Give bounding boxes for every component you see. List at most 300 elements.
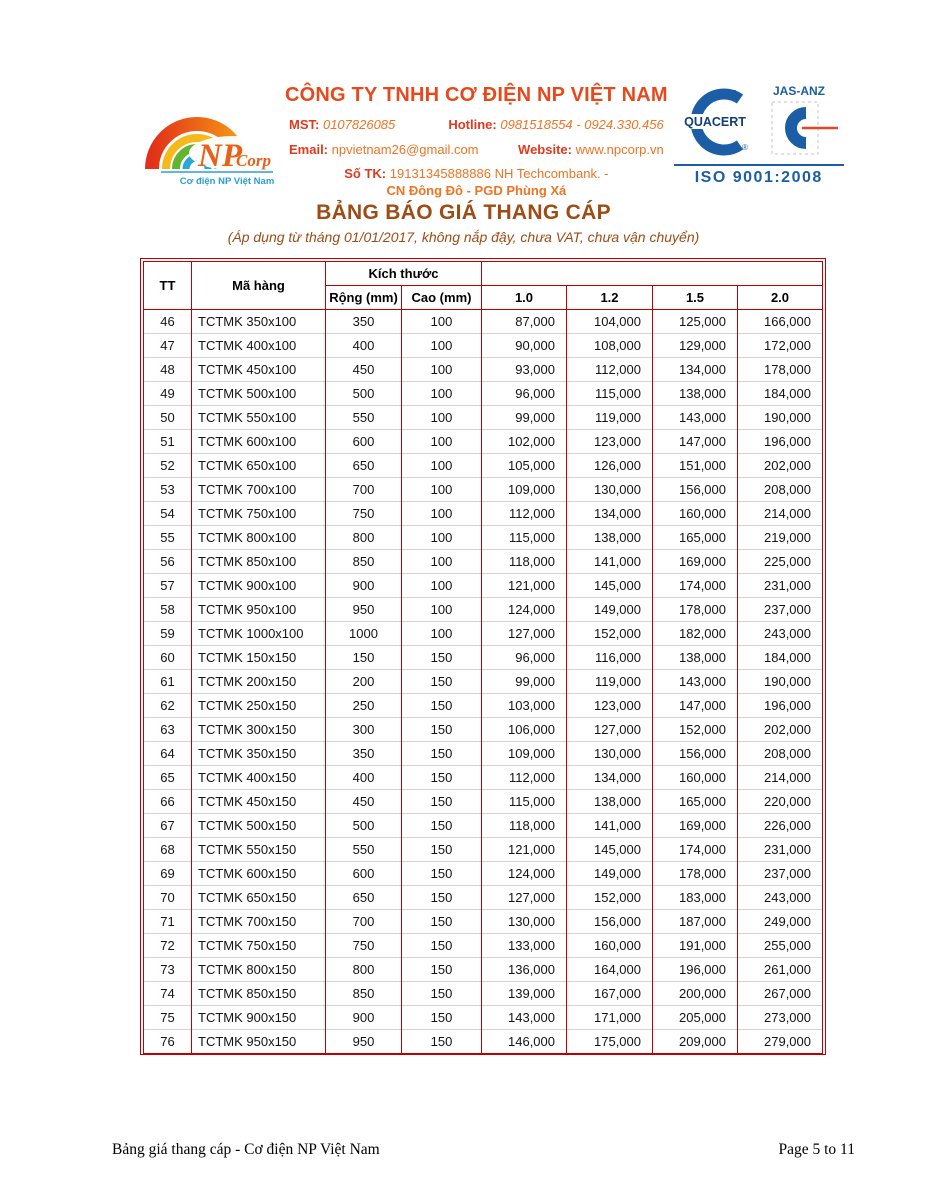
cell-width: 300 bbox=[326, 718, 402, 742]
cell-price-2-0: 214,000 bbox=[738, 766, 823, 790]
cell-tt: 65 bbox=[144, 766, 192, 790]
cell-product-code: TCTMK 500x150 bbox=[192, 814, 326, 838]
cell-price-1-2: 126,000 bbox=[567, 454, 653, 478]
cell-tt: 47 bbox=[144, 334, 192, 358]
cell-height: 100 bbox=[402, 334, 482, 358]
certification-badges bbox=[674, 82, 844, 187]
cell-price-1-5: 182,000 bbox=[653, 622, 738, 646]
table-row bbox=[144, 526, 823, 550]
jas-anz-text: JAS-ANZ bbox=[772, 84, 825, 98]
cell-height: 100 bbox=[402, 358, 482, 382]
table-row bbox=[144, 646, 823, 670]
cell-price-1-2: 104,000 bbox=[567, 310, 653, 334]
cell-price-1-5: 165,000 bbox=[653, 526, 738, 550]
cell-price-1-0: 115,000 bbox=[482, 526, 567, 550]
cell-tt: 68 bbox=[144, 838, 192, 862]
cell-height: 100 bbox=[402, 310, 482, 334]
cell-height: 150 bbox=[402, 790, 482, 814]
cell-price-2-0: 226,000 bbox=[738, 814, 823, 838]
cell-tt: 49 bbox=[144, 382, 192, 406]
table-row bbox=[144, 550, 823, 574]
cell-width: 850 bbox=[326, 982, 402, 1006]
cell-price-1-5: 143,000 bbox=[653, 670, 738, 694]
company-header bbox=[143, 82, 835, 198]
footer-document-title: Bảng giá thang cáp - Cơ điện NP Việt Nam bbox=[112, 1141, 380, 1158]
cell-height: 150 bbox=[402, 886, 482, 910]
table-row bbox=[144, 574, 823, 598]
cell-price-1-0: 124,000 bbox=[482, 862, 567, 886]
table-row bbox=[144, 358, 823, 382]
cell-price-1-5: 134,000 bbox=[653, 358, 738, 382]
cell-price-1-0: 139,000 bbox=[482, 982, 567, 1006]
cell-width: 200 bbox=[326, 670, 402, 694]
cell-price-1-5: 138,000 bbox=[653, 646, 738, 670]
cell-product-code: TCTMK 600x150 bbox=[192, 862, 326, 886]
cell-price-1-2: 145,000 bbox=[567, 574, 653, 598]
cell-price-1-5: 143,000 bbox=[653, 406, 738, 430]
cell-product-code: TCTMK 1000x100 bbox=[192, 622, 326, 646]
cell-tt: 46 bbox=[144, 310, 192, 334]
cell-width: 400 bbox=[326, 766, 402, 790]
cell-height: 100 bbox=[402, 598, 482, 622]
table-row bbox=[144, 718, 823, 742]
hotline bbox=[448, 117, 663, 132]
cell-tt: 60 bbox=[144, 646, 192, 670]
website-label: Website: bbox=[518, 142, 572, 157]
cell-tt: 54 bbox=[144, 502, 192, 526]
email bbox=[289, 142, 479, 157]
cell-tt: 69 bbox=[144, 862, 192, 886]
cell-height: 100 bbox=[402, 382, 482, 406]
cell-height: 150 bbox=[402, 934, 482, 958]
cell-height: 100 bbox=[402, 454, 482, 478]
cell-height: 100 bbox=[402, 430, 482, 454]
cell-product-code: TCTMK 550x150 bbox=[192, 838, 326, 862]
cell-height: 150 bbox=[402, 1006, 482, 1030]
quacert-text: QUACERT bbox=[683, 115, 746, 129]
cell-price-1-5: 151,000 bbox=[653, 454, 738, 478]
cell-price-1-0: 105,000 bbox=[482, 454, 567, 478]
cell-width: 350 bbox=[326, 742, 402, 766]
cell-width: 550 bbox=[326, 838, 402, 862]
th-thickness-1-5: 1.5 bbox=[653, 286, 738, 310]
cell-price-2-0: 202,000 bbox=[738, 718, 823, 742]
page-footer bbox=[112, 1141, 855, 1159]
cell-product-code: TCTMK 800x100 bbox=[192, 526, 326, 550]
cell-price-1-5: 129,000 bbox=[653, 334, 738, 358]
cell-price-1-2: 167,000 bbox=[567, 982, 653, 1006]
cell-price-2-0: 196,000 bbox=[738, 694, 823, 718]
cell-price-1-5: 165,000 bbox=[653, 790, 738, 814]
cell-width: 250 bbox=[326, 694, 402, 718]
cell-width: 850 bbox=[326, 550, 402, 574]
cell-product-code: TCTMK 550x100 bbox=[192, 406, 326, 430]
cell-width: 650 bbox=[326, 454, 402, 478]
cell-height: 150 bbox=[402, 694, 482, 718]
website-value: www.npcorp.vn bbox=[575, 142, 664, 157]
cell-price-2-0: 184,000 bbox=[738, 382, 823, 406]
price-table-container bbox=[140, 258, 826, 1055]
cell-width: 700 bbox=[326, 478, 402, 502]
cell-price-2-0: 249,000 bbox=[738, 910, 823, 934]
logo-tagline: Cơ điện NP Việt Nam bbox=[179, 176, 275, 187]
cell-tt: 66 bbox=[144, 790, 192, 814]
cell-price-1-2: 123,000 bbox=[567, 430, 653, 454]
cell-product-code: TCTMK 400x150 bbox=[192, 766, 326, 790]
cell-price-1-0: 118,000 bbox=[482, 550, 567, 574]
cell-price-1-5: 191,000 bbox=[653, 934, 738, 958]
cell-price-2-0: 261,000 bbox=[738, 958, 823, 982]
cell-tt: 72 bbox=[144, 934, 192, 958]
company-name: CÔNG TY TNHH CƠ ĐIỆN NP VIỆT NAM bbox=[285, 84, 668, 106]
badge-row bbox=[674, 82, 844, 162]
cell-height: 150 bbox=[402, 910, 482, 934]
table-row bbox=[144, 406, 823, 430]
cell-height: 150 bbox=[402, 718, 482, 742]
cell-price-1-5: 196,000 bbox=[653, 958, 738, 982]
table-row bbox=[144, 502, 823, 526]
cell-product-code: TCTMK 150x150 bbox=[192, 646, 326, 670]
cell-product-code: TCTMK 750x150 bbox=[192, 934, 326, 958]
cell-price-1-2: 119,000 bbox=[567, 406, 653, 430]
table-row bbox=[144, 862, 823, 886]
cell-height: 150 bbox=[402, 982, 482, 1006]
cell-product-code: TCTMK 700x100 bbox=[192, 478, 326, 502]
cell-tt: 53 bbox=[144, 478, 192, 502]
cell-height: 150 bbox=[402, 862, 482, 886]
table-row bbox=[144, 694, 823, 718]
cell-width: 500 bbox=[326, 814, 402, 838]
cell-tt: 76 bbox=[144, 1030, 192, 1054]
cell-tt: 58 bbox=[144, 598, 192, 622]
cell-price-1-5: 200,000 bbox=[653, 982, 738, 1006]
cell-price-2-0: 184,000 bbox=[738, 646, 823, 670]
table-row bbox=[144, 622, 823, 646]
cell-width: 750 bbox=[326, 934, 402, 958]
table-row bbox=[144, 334, 823, 358]
cell-width: 550 bbox=[326, 406, 402, 430]
cell-price-1-2: 149,000 bbox=[567, 862, 653, 886]
cell-price-1-2: 138,000 bbox=[567, 526, 653, 550]
quacert-icon bbox=[678, 82, 758, 162]
cell-price-1-5: 183,000 bbox=[653, 886, 738, 910]
cell-price-1-2: 130,000 bbox=[567, 742, 653, 766]
info-row-2 bbox=[285, 142, 668, 157]
page-subtitle: (Áp dụng từ tháng 01/01/2017, không nắp đậy, chưa VAT, chưa vận chuyển) bbox=[227, 229, 700, 245]
cell-width: 900 bbox=[326, 1006, 402, 1030]
cell-price-1-0: 109,000 bbox=[482, 478, 567, 502]
cell-price-1-5: 125,000 bbox=[653, 310, 738, 334]
logo-np-text: NP bbox=[198, 138, 242, 174]
mst-value: 0107826085 bbox=[322, 117, 396, 132]
cell-product-code: TCTMK 850x150 bbox=[192, 982, 326, 1006]
cell-price-1-0: 127,000 bbox=[482, 886, 567, 910]
company-info bbox=[277, 82, 674, 198]
cell-price-2-0: 214,000 bbox=[738, 502, 823, 526]
cell-width: 650 bbox=[326, 886, 402, 910]
cell-product-code: TCTMK 500x100 bbox=[192, 382, 326, 406]
cell-product-code: TCTMK 350x150 bbox=[192, 742, 326, 766]
th-rong: Rộng (mm) bbox=[326, 286, 402, 310]
cell-width: 450 bbox=[326, 358, 402, 382]
rainbow-arc-icon bbox=[143, 82, 277, 190]
cell-width: 600 bbox=[326, 430, 402, 454]
price-table-head bbox=[144, 262, 823, 310]
cell-price-1-5: 178,000 bbox=[653, 598, 738, 622]
cell-price-1-2: 134,000 bbox=[567, 766, 653, 790]
cell-tt: 48 bbox=[144, 358, 192, 382]
cell-product-code: TCTMK 450x100 bbox=[192, 358, 326, 382]
cell-height: 100 bbox=[402, 550, 482, 574]
cell-price-1-2: 156,000 bbox=[567, 910, 653, 934]
cell-price-1-2: 119,000 bbox=[567, 670, 653, 694]
cell-product-code: TCTMK 650x150 bbox=[192, 886, 326, 910]
cell-price-1-0: 99,000 bbox=[482, 406, 567, 430]
cell-price-1-2: 141,000 bbox=[567, 550, 653, 574]
cell-price-1-2: 160,000 bbox=[567, 934, 653, 958]
cell-price-1-0: 121,000 bbox=[482, 574, 567, 598]
cell-price-1-0: 127,000 bbox=[482, 622, 567, 646]
cell-product-code: TCTMK 800x150 bbox=[192, 958, 326, 982]
cell-tt: 56 bbox=[144, 550, 192, 574]
jas-anz-icon bbox=[758, 82, 840, 162]
cell-height: 150 bbox=[402, 838, 482, 862]
cell-price-1-5: 169,000 bbox=[653, 550, 738, 574]
cell-tt: 70 bbox=[144, 886, 192, 910]
cell-product-code: TCTMK 450x150 bbox=[192, 790, 326, 814]
cell-price-2-0: 237,000 bbox=[738, 598, 823, 622]
cell-tt: 67 bbox=[144, 814, 192, 838]
cell-tt: 59 bbox=[144, 622, 192, 646]
cell-product-code: TCTMK 650x100 bbox=[192, 454, 326, 478]
cell-height: 150 bbox=[402, 670, 482, 694]
cell-product-code: TCTMK 200x150 bbox=[192, 670, 326, 694]
hotline-value: 0981518554 - 0924.330.456 bbox=[500, 117, 664, 132]
cell-width: 900 bbox=[326, 574, 402, 598]
cell-price-1-5: 160,000 bbox=[653, 502, 738, 526]
cell-price-2-0: 243,000 bbox=[738, 622, 823, 646]
cell-price-1-5: 156,000 bbox=[653, 742, 738, 766]
cell-price-1-5: 138,000 bbox=[653, 382, 738, 406]
cell-price-2-0: 279,000 bbox=[738, 1030, 823, 1054]
logo-corp-text: Corp bbox=[236, 151, 271, 170]
th-thickness-1-0: 1.0 bbox=[482, 286, 567, 310]
th-empty bbox=[482, 262, 823, 286]
cell-price-1-2: 138,000 bbox=[567, 790, 653, 814]
cell-price-1-0: 103,000 bbox=[482, 694, 567, 718]
cell-price-1-2: 152,000 bbox=[567, 622, 653, 646]
email-label: Email: bbox=[289, 142, 329, 157]
th-thickness-2-0: 2.0 bbox=[738, 286, 823, 310]
website bbox=[518, 142, 664, 157]
cell-width: 700 bbox=[326, 910, 402, 934]
cell-price-2-0: 237,000 bbox=[738, 862, 823, 886]
table-row bbox=[144, 598, 823, 622]
th-kich-thuoc: Kích thước bbox=[326, 262, 482, 286]
table-row bbox=[144, 814, 823, 838]
cell-width: 950 bbox=[326, 1030, 402, 1054]
cell-tt: 50 bbox=[144, 406, 192, 430]
th-cao: Cao (mm) bbox=[402, 286, 482, 310]
cell-price-1-2: 130,000 bbox=[567, 478, 653, 502]
th-tt: TT bbox=[144, 262, 192, 310]
cell-width: 1000 bbox=[326, 622, 402, 646]
cell-price-1-5: 147,000 bbox=[653, 694, 738, 718]
cell-product-code: TCTMK 950x100 bbox=[192, 598, 326, 622]
table-row bbox=[144, 454, 823, 478]
table-row bbox=[144, 382, 823, 406]
cell-price-1-0: 87,000 bbox=[482, 310, 567, 334]
cell-price-2-0: 243,000 bbox=[738, 886, 823, 910]
cell-tt: 64 bbox=[144, 742, 192, 766]
cell-price-1-0: 96,000 bbox=[482, 382, 567, 406]
cell-price-1-2: 127,000 bbox=[567, 718, 653, 742]
cell-price-1-0: 130,000 bbox=[482, 910, 567, 934]
cell-price-2-0: 225,000 bbox=[738, 550, 823, 574]
cell-price-2-0: 267,000 bbox=[738, 982, 823, 1006]
cell-price-2-0: 231,000 bbox=[738, 838, 823, 862]
cell-price-2-0: 190,000 bbox=[738, 670, 823, 694]
table-row bbox=[144, 742, 823, 766]
table-row bbox=[144, 838, 823, 862]
table-row bbox=[144, 958, 823, 982]
email-value: npvietnam26@gmail.com bbox=[331, 142, 479, 157]
cell-product-code: TCTMK 900x150 bbox=[192, 1006, 326, 1030]
bank-value: 19131345888886 NH Techcombank. - bbox=[389, 166, 609, 181]
cell-price-1-0: 93,000 bbox=[482, 358, 567, 382]
cell-product-code: TCTMK 900x100 bbox=[192, 574, 326, 598]
table-row bbox=[144, 982, 823, 1006]
cell-price-1-2: 171,000 bbox=[567, 1006, 653, 1030]
cell-width: 600 bbox=[326, 862, 402, 886]
cell-width: 950 bbox=[326, 598, 402, 622]
cell-price-2-0: 190,000 bbox=[738, 406, 823, 430]
cell-price-1-2: 116,000 bbox=[567, 646, 653, 670]
cell-price-1-2: 149,000 bbox=[567, 598, 653, 622]
cell-price-1-0: 96,000 bbox=[482, 646, 567, 670]
cell-price-1-5: 147,000 bbox=[653, 430, 738, 454]
table-row bbox=[144, 1006, 823, 1030]
cell-price-2-0: 208,000 bbox=[738, 478, 823, 502]
cell-tt: 73 bbox=[144, 958, 192, 982]
npcorp-logo bbox=[143, 82, 277, 190]
cell-price-2-0: 178,000 bbox=[738, 358, 823, 382]
cell-price-1-2: 164,000 bbox=[567, 958, 653, 982]
cell-price-1-5: 174,000 bbox=[653, 574, 738, 598]
table-row bbox=[144, 766, 823, 790]
page-title: BẢNG BÁO GIÁ THANG CÁP bbox=[316, 201, 611, 224]
cell-product-code: TCTMK 950x150 bbox=[192, 1030, 326, 1054]
table-row bbox=[144, 478, 823, 502]
cell-width: 400 bbox=[326, 334, 402, 358]
table-row bbox=[144, 934, 823, 958]
cell-price-1-0: 115,000 bbox=[482, 790, 567, 814]
cell-price-2-0: 202,000 bbox=[738, 454, 823, 478]
cell-price-1-5: 187,000 bbox=[653, 910, 738, 934]
bank-label: Số TK: bbox=[344, 166, 387, 181]
cell-product-code: TCTMK 750x100 bbox=[192, 502, 326, 526]
cell-product-code: TCTMK 350x100 bbox=[192, 310, 326, 334]
cell-price-2-0: 219,000 bbox=[738, 526, 823, 550]
cell-price-1-5: 160,000 bbox=[653, 766, 738, 790]
cell-price-1-0: 143,000 bbox=[482, 1006, 567, 1030]
table-row bbox=[144, 670, 823, 694]
cell-tt: 55 bbox=[144, 526, 192, 550]
cell-tt: 63 bbox=[144, 718, 192, 742]
cell-width: 750 bbox=[326, 502, 402, 526]
cell-price-2-0: 273,000 bbox=[738, 1006, 823, 1030]
table-row bbox=[144, 790, 823, 814]
cell-height: 100 bbox=[402, 502, 482, 526]
th-ma-hang: Mã hàng bbox=[192, 262, 326, 310]
cell-height: 150 bbox=[402, 814, 482, 838]
cell-price-2-0: 255,000 bbox=[738, 934, 823, 958]
cell-tt: 74 bbox=[144, 982, 192, 1006]
cell-price-1-0: 106,000 bbox=[482, 718, 567, 742]
footer-page-number: Page 5 to 11 bbox=[778, 1141, 855, 1158]
cell-price-1-5: 209,000 bbox=[653, 1030, 738, 1054]
cell-price-1-2: 134,000 bbox=[567, 502, 653, 526]
cell-price-2-0: 208,000 bbox=[738, 742, 823, 766]
cell-width: 800 bbox=[326, 526, 402, 550]
cell-price-2-0: 220,000 bbox=[738, 790, 823, 814]
cell-width: 350 bbox=[326, 310, 402, 334]
cell-price-1-0: 102,000 bbox=[482, 430, 567, 454]
cell-height: 150 bbox=[402, 766, 482, 790]
cell-height: 150 bbox=[402, 1030, 482, 1054]
cell-height: 100 bbox=[402, 526, 482, 550]
cell-price-1-2: 152,000 bbox=[567, 886, 653, 910]
cell-tt: 61 bbox=[144, 670, 192, 694]
cell-price-1-2: 175,000 bbox=[567, 1030, 653, 1054]
cell-height: 150 bbox=[402, 958, 482, 982]
cell-width: 450 bbox=[326, 790, 402, 814]
cell-height: 150 bbox=[402, 646, 482, 670]
cell-price-1-0: 112,000 bbox=[482, 502, 567, 526]
cell-product-code: TCTMK 250x150 bbox=[192, 694, 326, 718]
cell-price-1-5: 178,000 bbox=[653, 862, 738, 886]
cell-product-code: TCTMK 300x150 bbox=[192, 718, 326, 742]
table-row bbox=[144, 430, 823, 454]
price-table bbox=[143, 261, 823, 1054]
cell-price-2-0: 172,000 bbox=[738, 334, 823, 358]
table-row bbox=[144, 310, 823, 334]
table-row bbox=[144, 886, 823, 910]
cell-tt: 62 bbox=[144, 694, 192, 718]
cell-price-1-2: 115,000 bbox=[567, 382, 653, 406]
cell-price-1-0: 99,000 bbox=[482, 670, 567, 694]
cell-width: 500 bbox=[326, 382, 402, 406]
cell-product-code: TCTMK 600x100 bbox=[192, 430, 326, 454]
cell-tt: 75 bbox=[144, 1006, 192, 1030]
cell-price-1-2: 145,000 bbox=[567, 838, 653, 862]
table-row bbox=[144, 910, 823, 934]
cell-tt: 51 bbox=[144, 430, 192, 454]
info-row-1 bbox=[285, 117, 668, 132]
quacert-vn-text: vn bbox=[723, 87, 737, 99]
th-thickness-1-2: 1.2 bbox=[567, 286, 653, 310]
cell-product-code: TCTMK 400x100 bbox=[192, 334, 326, 358]
cell-price-1-0: 109,000 bbox=[482, 742, 567, 766]
cell-product-code: TCTMK 700x150 bbox=[192, 910, 326, 934]
cell-width: 800 bbox=[326, 958, 402, 982]
cell-price-1-2: 123,000 bbox=[567, 694, 653, 718]
iso-certification-label: ISO 9001:2008 bbox=[674, 164, 844, 187]
cell-height: 100 bbox=[402, 406, 482, 430]
cell-price-1-5: 152,000 bbox=[653, 718, 738, 742]
cell-height: 150 bbox=[402, 742, 482, 766]
mst bbox=[289, 117, 395, 132]
